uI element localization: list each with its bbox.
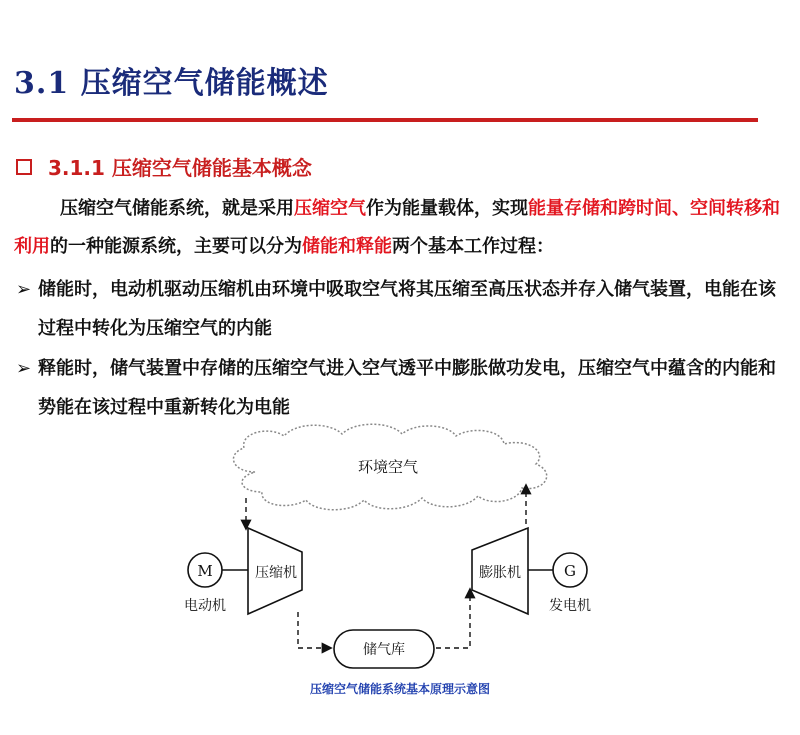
page-title: 3.1 压缩空气储能概述 — [14, 66, 329, 101]
bullet-charging-text: 储能时，电动机驱动压缩机由环境中吸取空气将其压缩至高压状态并存入储气装置，电能在该过程中转化为压缩空气的内能 — [38, 279, 776, 339]
bullet-discharging — [14, 349, 792, 427]
square-bullet-icon — [16, 159, 32, 175]
section-heading — [16, 152, 312, 181]
para-text-1: 压缩空气储能系统，就是采用 — [60, 198, 294, 219]
storage-label: 储气库 — [363, 642, 405, 658]
intro-paragraph — [14, 190, 792, 266]
arrow-bullet-icon: ➢ — [16, 279, 32, 300]
motor-label: 电动机 — [184, 598, 226, 614]
para-highlight-2: 能量存储和跨时间、空间转移和利用 — [14, 198, 780, 257]
arrow-bullet-icon: ➢ — [16, 358, 32, 379]
para-text-4: 两个基本工作过程： — [392, 236, 554, 257]
generator-symbol-letter: G — [564, 562, 576, 580]
section-heading-text: 3.1.1 压缩空气储能基本概念 — [48, 156, 312, 180]
generator-label: 发电机 — [549, 598, 591, 614]
bullet-charging — [14, 270, 792, 348]
para-text-2: 作为能量载体，实现 — [366, 198, 528, 219]
compressor-to-storage-flow — [298, 612, 330, 648]
expander-label: 膨胀机 — [479, 565, 521, 581]
figure-caption: 压缩空气储能系统基本原理示意图 — [309, 682, 490, 696]
title-rule — [12, 118, 758, 122]
para-highlight-3: 储能和释能 — [302, 236, 392, 257]
para-text-3: 的一种能源系统，主要可以分为 — [50, 236, 302, 257]
bullet-discharging-text: 释能时，储气装置中存储的压缩空气进入空气透平中膨胀做功发电，压缩空气中蕴含的内能和势能在该过程中重新转化为电能 — [38, 358, 776, 418]
storage-to-expander-flow — [436, 590, 470, 648]
compressor-label: 压缩机 — [255, 565, 297, 581]
caes-diagram — [0, 420, 800, 680]
ambient-air-label: 环境空气 — [357, 458, 419, 476]
motor-symbol-letter: M — [197, 562, 213, 580]
para-highlight-1: 压缩空气 — [294, 198, 366, 219]
